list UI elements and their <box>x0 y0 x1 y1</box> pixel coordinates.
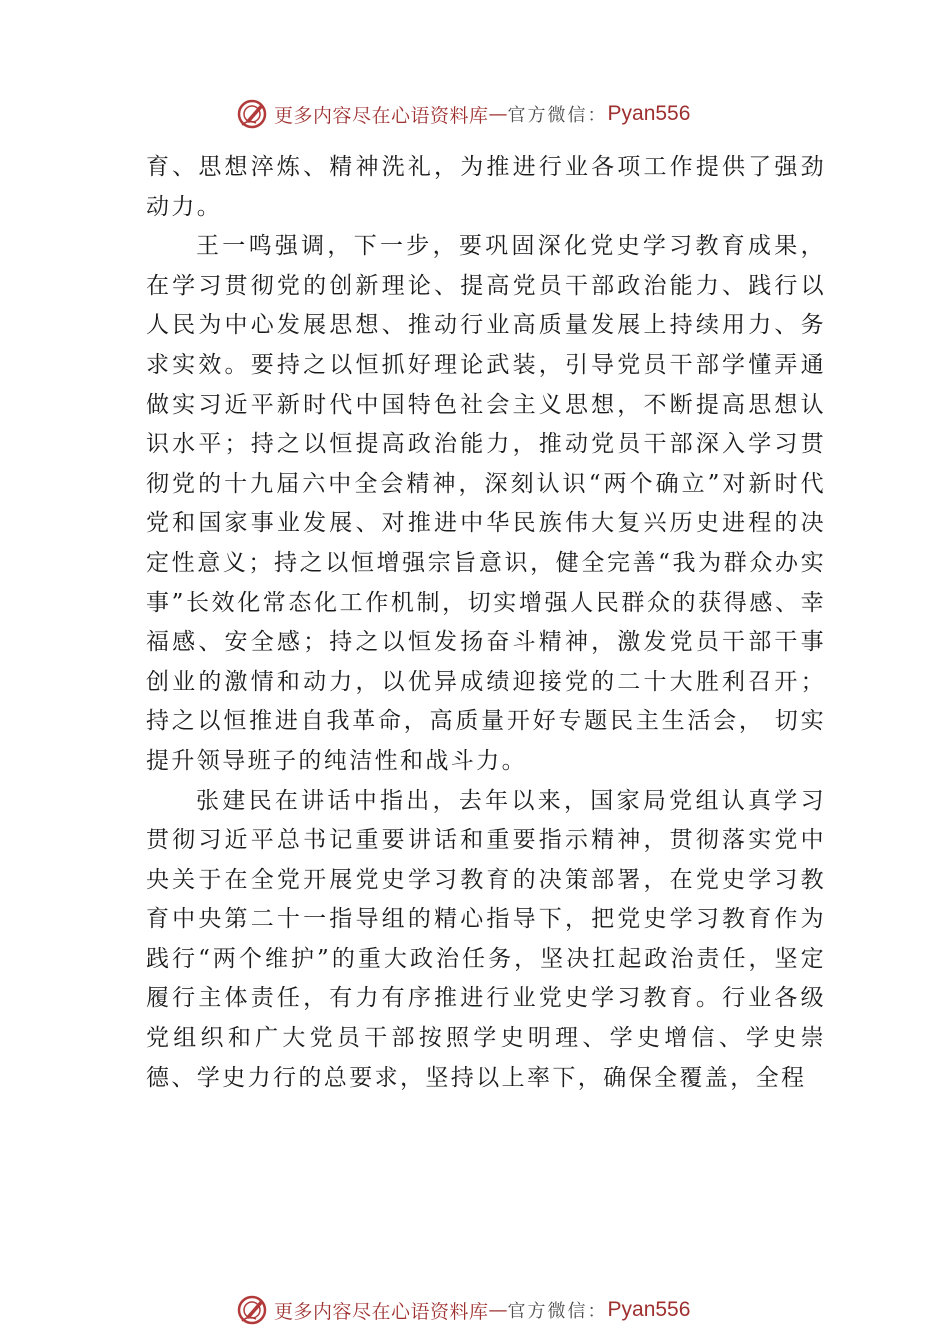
paragraph-continuation: 育、思想淬炼、精神洗礼，为推进行业各项工作提供了强劲动力。 <box>146 154 826 220</box>
footer-banner-subtitle: 官方微信： <box>507 1301 608 1322</box>
banner-separator: — <box>488 103 508 125</box>
footer-banner-wechat-id: Pyan556 <box>607 1298 691 1321</box>
header-banner <box>236 96 690 132</box>
paragraph-wang-yiming: 王一鸣强调，下一步，要巩固深化党史学习教育成果，在学习贯彻党的创新理论、提高党员干部政治能力、践行以人民为中心发展思想、推动行业高质量发展上持续用力、务求实效。要持之以恒抓好理论武装，引导党员干部学懂弄通做实习近平新时代中国特色社会主义思想，不断提高思想认识水平；持之以恒提高政治能力，推动党员干部深入学习贯彻党的十九届六中全会精神，深刻认识“两个确立”对新时代党和国家事业发展、对推进中华民族伟大复兴历史进程的决定性意义；持之以恒增强宗旨意识，健全完善“我为群众办实事”长效化常态化工作机制，切实增强人民群众的获得感、幸福感、安全感；持之以恒发扬奋斗精神，激发党员干部干事创业的激情和动力，以优异成绩迎接党的二十大胜利召开；持之以恒推进自我革命，高质量开好专题民主生活会， 切实提升领导班子的纯洁性和战斗力。 <box>146 233 826 774</box>
red-seal-logo-icon <box>236 1293 270 1327</box>
footer-banner-title: 更多内容尽在心语资料库 <box>274 1300 489 1323</box>
footer-banner <box>236 1292 690 1328</box>
document-body <box>146 148 826 1098</box>
banner-wechat-id: Pyan556 <box>607 102 691 125</box>
red-seal-logo-icon <box>236 97 270 131</box>
banner-subtitle: 官方微信： <box>507 105 608 126</box>
footer-banner-separator: — <box>488 1299 508 1321</box>
paragraph-zhang-jianmin: 张建民在讲话中指出，去年以来，国家局党组认真学习贯彻习近平总书记重要讲话和重要指示精神，贯彻落实党中央关于在全党开展党史学习教育的决策部署，在党史学习教育中央第二十一指导组的精心指导下，把党史学习教育作为践行“两个维护”的重大政治任务，坚决扛起政治责任，坚定履行主体责任，有力有序推进行业党史学习教育。行业各级党组织和广大党员干部按照学史明理、学史增信、学史崇德、学史力行的总要求，坚持以上率下，确保全覆盖，全程 <box>146 787 826 1091</box>
banner-title: 更多内容尽在心语资料库 <box>274 104 489 127</box>
